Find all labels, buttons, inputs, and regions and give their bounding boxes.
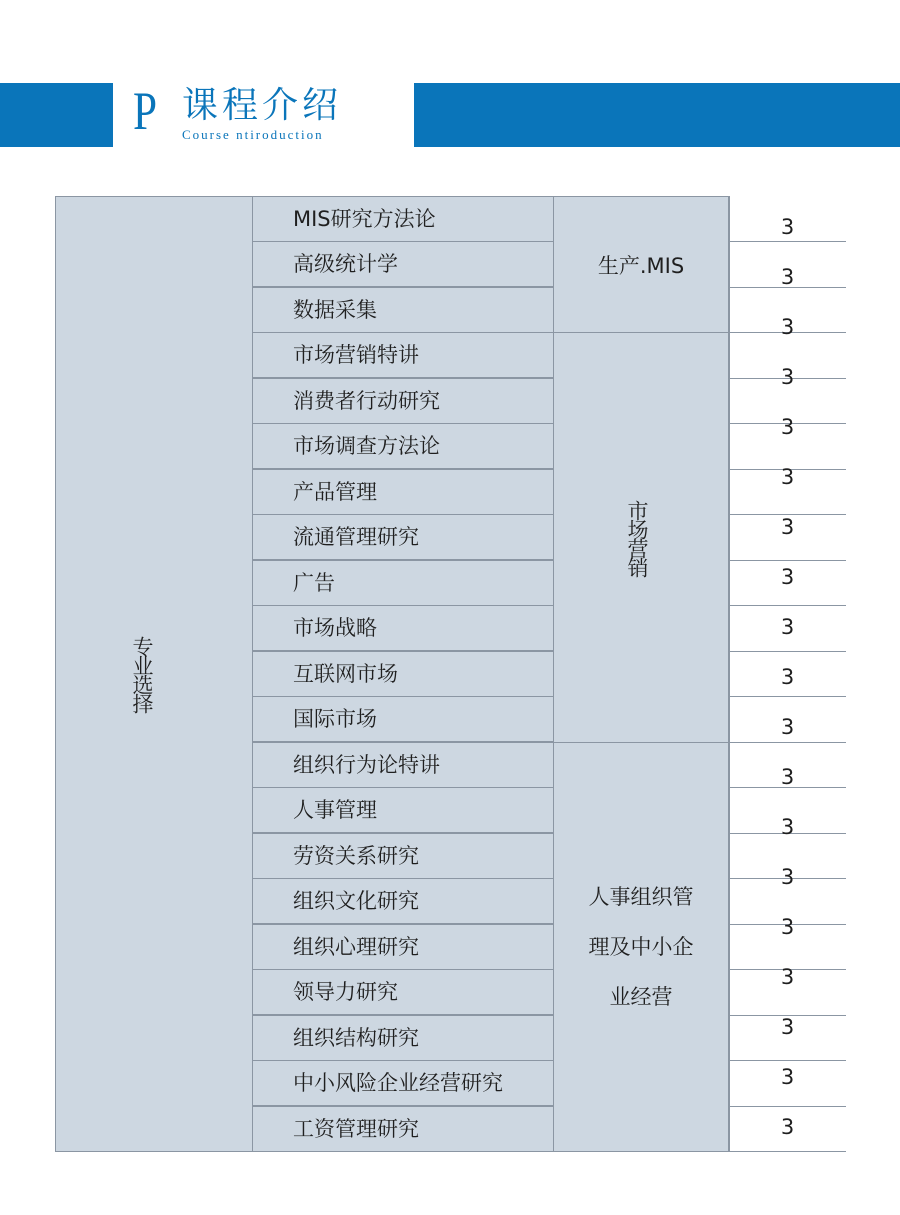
header-banner-right [414,83,900,147]
course-row: 市场营销特讲 [252,332,554,378]
credit-value: 3 [780,815,795,839]
credit-value: 3 [780,465,795,489]
course-row: 市场战略 [252,605,554,651]
course-row: 流通管理研究 [252,514,554,560]
credit-divider [729,241,846,242]
credit-value: 3 [780,665,795,689]
credit-value: 3 [780,765,795,789]
group-label-mis: 生产.MIS [597,253,685,278]
title-initial-letter: P [133,81,158,141]
course-row: 国际市场 [252,696,554,742]
course-row: 领导力研究 [252,969,554,1015]
course-row: 中小风险企业经营研究 [252,1060,554,1106]
group-label-hr: 人事组织管 理及中小企 业经营 [588,885,694,1009]
course-row: 互联网市场 [252,651,554,697]
group-cell-hr [553,742,729,1152]
credit-value: 3 [780,365,795,389]
section-title [128,80,418,152]
credit-value: 3 [780,915,795,939]
credit-value: 3 [780,865,795,889]
course-row: 产品管理 [252,469,554,515]
credit-divider [729,560,846,561]
course-row: 广告 [252,560,554,606]
major-label: 专业选择 [130,636,154,712]
credit-divider [729,651,846,652]
credit-value: 3 [780,1015,795,1039]
credit-value: 3 [780,215,795,239]
course-row: 组织文化研究 [252,878,554,924]
major-cell [55,196,253,1152]
credit-value: 3 [780,615,795,639]
credit-value: 3 [780,415,795,439]
course-row: MIS研究方法论 [252,196,554,242]
credit-value: 3 [780,1065,795,1089]
page-subtitle: Course ntiroduction [182,127,324,142]
course-row: 高级统计学 [252,241,554,287]
header-banner-left [0,83,113,147]
credit-divider [729,1106,846,1107]
credit-divider [729,742,846,743]
course-row: 组织行为论特讲 [252,742,554,788]
credit-value: 3 [780,315,795,339]
credit-divider [729,696,846,697]
credit-divider [729,605,846,606]
credit-value: 3 [780,1115,795,1139]
course-table [55,196,846,1152]
course-row: 组织心理研究 [252,924,554,970]
course-row: 劳资关系研究 [252,833,554,879]
credit-value: 3 [780,715,795,739]
credit-value: 3 [780,265,795,289]
credit-value: 3 [780,515,795,539]
course-row: 数据采集 [252,287,554,333]
credit-value: 3 [780,565,795,589]
table-bottom-border [55,1151,846,1152]
credit-value: 3 [780,965,795,989]
group-cell-mis [553,196,729,333]
course-row: 市场调查方法论 [252,423,554,469]
course-row: 人事管理 [252,787,554,833]
group-label-marketing: 市场营销 [625,499,649,576]
group-cell-marketing [553,332,729,743]
course-row: 组织结构研究 [252,1015,554,1061]
course-row: 工资管理研究 [252,1106,554,1152]
course-row: 消费者行动研究 [252,378,554,424]
credit-divider [729,1060,846,1061]
page-title: 课程介绍 [182,85,343,126]
